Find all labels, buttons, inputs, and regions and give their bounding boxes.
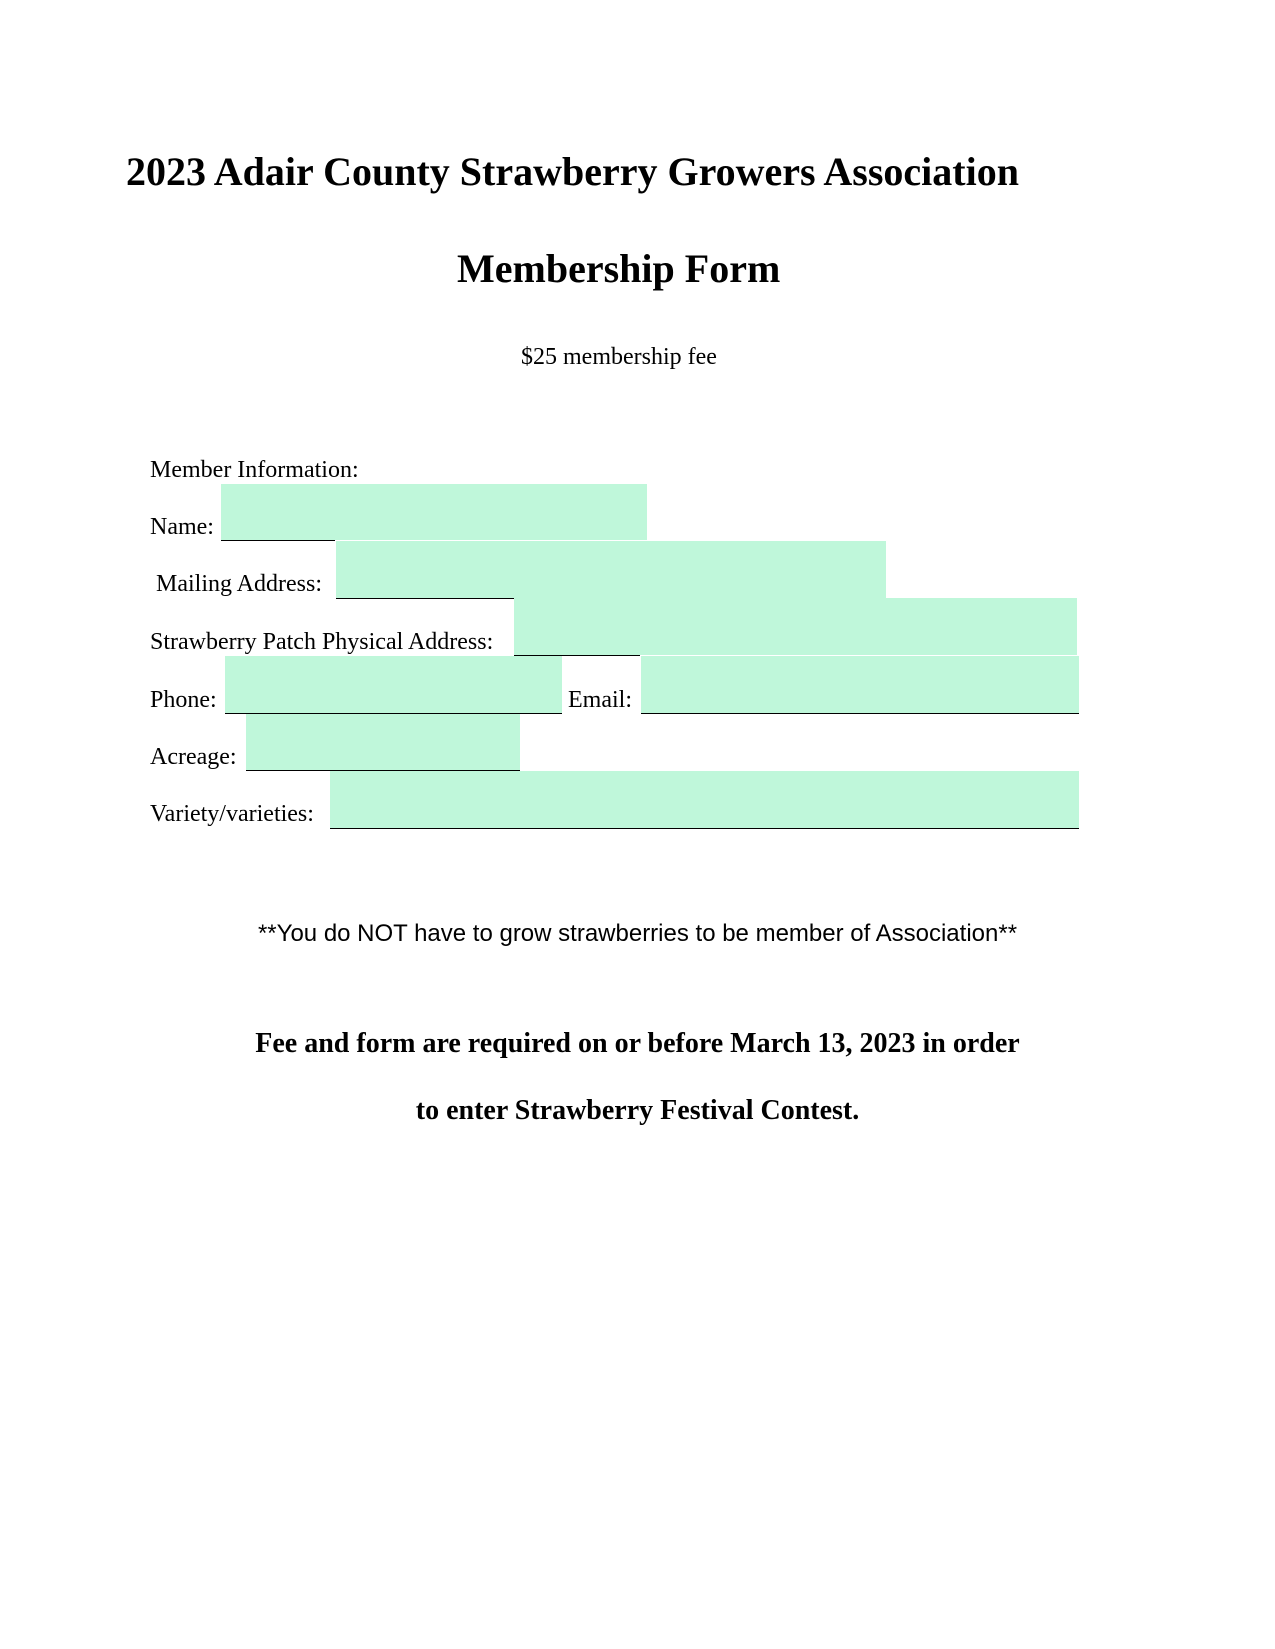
name-underline	[221, 540, 335, 541]
mailing-address-input[interactable]	[336, 541, 886, 598]
name-input[interactable]	[221, 484, 647, 540]
acreage-label: Acreage:	[150, 744, 237, 770]
phone-label: Phone:	[150, 687, 217, 713]
varieties-label: Variety/varieties:	[150, 801, 314, 827]
email-underline	[641, 713, 1079, 714]
varieties-input[interactable]	[330, 771, 1079, 828]
membership-note: **You do NOT have to grow strawberries to be member of Association**	[257, 920, 1018, 947]
physical-address-input[interactable]	[514, 598, 1077, 655]
physical-address-label: Strawberry Patch Physical Address:	[150, 629, 494, 655]
membership-fee: $25 membership fee	[521, 344, 717, 370]
member-information-heading: Member Information:	[150, 457, 359, 483]
form-subtitle: Membership Form	[457, 246, 781, 291]
phone-input[interactable]	[225, 656, 562, 713]
deadline-line-1: Fee and form are required on or before March 13, 2023 in order	[255, 1028, 1020, 1059]
email-input[interactable]	[641, 656, 1079, 713]
name-label: Name:	[150, 514, 214, 540]
email-label: Email:	[568, 687, 632, 713]
deadline-line-2: to enter Strawberry Festival Contest.	[415, 1095, 860, 1126]
form-title: 2023 Adair County Strawberry Growers Association	[126, 149, 1019, 194]
varieties-underline	[330, 828, 1079, 829]
mailing-address-label: Mailing Address:	[156, 571, 322, 597]
acreage-input[interactable]	[246, 714, 520, 770]
